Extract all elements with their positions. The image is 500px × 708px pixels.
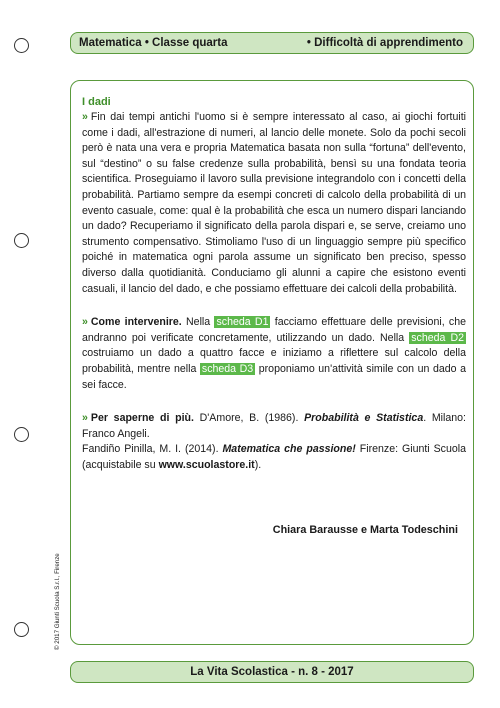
header-topic: • Difficoltà di apprendimento (306, 37, 463, 49)
scheda-d3-link[interactable]: scheda D3 (201, 362, 254, 375)
footer-issue: La Vita Scolastica - n. 8 - 2017 (190, 666, 354, 678)
section-title: I dadi (82, 96, 111, 108)
intervention-label: Come intervenire. (90, 316, 182, 329)
article-body (82, 94, 466, 473)
intervention-paragraph (82, 315, 466, 393)
intervention-text: Nella (181, 316, 215, 329)
copyright-notice: © 2017 Giunti Scuola S.r.l., Firenze (54, 553, 61, 650)
binder-hole-lower (14, 427, 29, 442)
reference-end: ). (254, 458, 262, 471)
bullet-icon: » (82, 316, 88, 329)
header-subject: Matematica • Classe quarta (79, 37, 228, 49)
binder-hole-top (14, 38, 29, 53)
intro-paragraph (82, 110, 466, 297)
scheda-d2-link[interactable]: scheda D2 (411, 331, 464, 344)
reference-publisher: . Milano: Franco Angeli. (82, 412, 467, 440)
intervention-text: proponiamo un'attività simile con un dado a sei facce. (82, 362, 466, 391)
intervention-text: facciamo effettuare delle previsioni, che andranno poi verificate concretamente, utilizzando un dado. Nella (82, 316, 467, 344)
reference-publisher: Firenze: Giunti Scuola (acquistabile su (82, 443, 467, 471)
scuolastore-link[interactable]: www.scuolastore.it (158, 458, 255, 471)
binder-hole-upper (14, 233, 29, 248)
references-label: Per saperne di più. (90, 412, 194, 425)
bullet-icon: » (82, 111, 88, 123)
footer-bar (70, 661, 474, 683)
reference-title: Matematica che passione! (222, 443, 356, 456)
intro-text: Fin dai tempi antichi l'uomo si è sempre interessato al caso, ai giochi fortuiti come i dadi, all'estrazione di numeri, al lancio delle monete. Solo da pochi secoli però è nata una vera e propria Matematica basata non sulla “fortuna” dell'evento, sul “destino” o su false credenze sulla probabilità, bensì su una fondata teoria scientifica. Proseguiamo il lavoro sulla previsione integrandolo con i concetti della probabilità. Partiamo sempre da esempi concreti di calcolo della probabilità di un evento casuale, come: qual è la probabilità che esca un numero dispari lanciando un dado? Recuperiamo il significato della parola dispari e, se serve, creiamo uno strumento compensativo. Stimoliamo l'uso di un linguaggio sempre più specifico poiché in matematica ogni parola assume un significato ben preciso, spesso diverso dalla quotidianità. Conduciamo gli alunni a capire che esistono eventi casuali, il lancio del dado, e che possiamo effettuare dei calcoli della probabilità. (82, 111, 466, 295)
authors: Chiara Barausse e Marta Todeschini (272, 524, 458, 536)
reference-author: Fandiño Pinilla, M. I. (2014). (82, 443, 223, 456)
reference-author: D'Amore, B. (1986). (193, 412, 305, 425)
bullet-icon: » (82, 412, 88, 425)
scheda-d1-link[interactable]: scheda D1 (216, 316, 269, 329)
header-bar (70, 32, 474, 54)
binder-hole-bottom (14, 622, 29, 637)
reference-title: Probabilità e Statistica (304, 412, 424, 425)
references-paragraph-2 (82, 442, 466, 473)
intervention-text: costruiamo un dado a quattro facce e iniziamo a riflettere sul calcolo della probabilità, mentre nella (82, 347, 466, 375)
references-paragraph (82, 411, 466, 442)
